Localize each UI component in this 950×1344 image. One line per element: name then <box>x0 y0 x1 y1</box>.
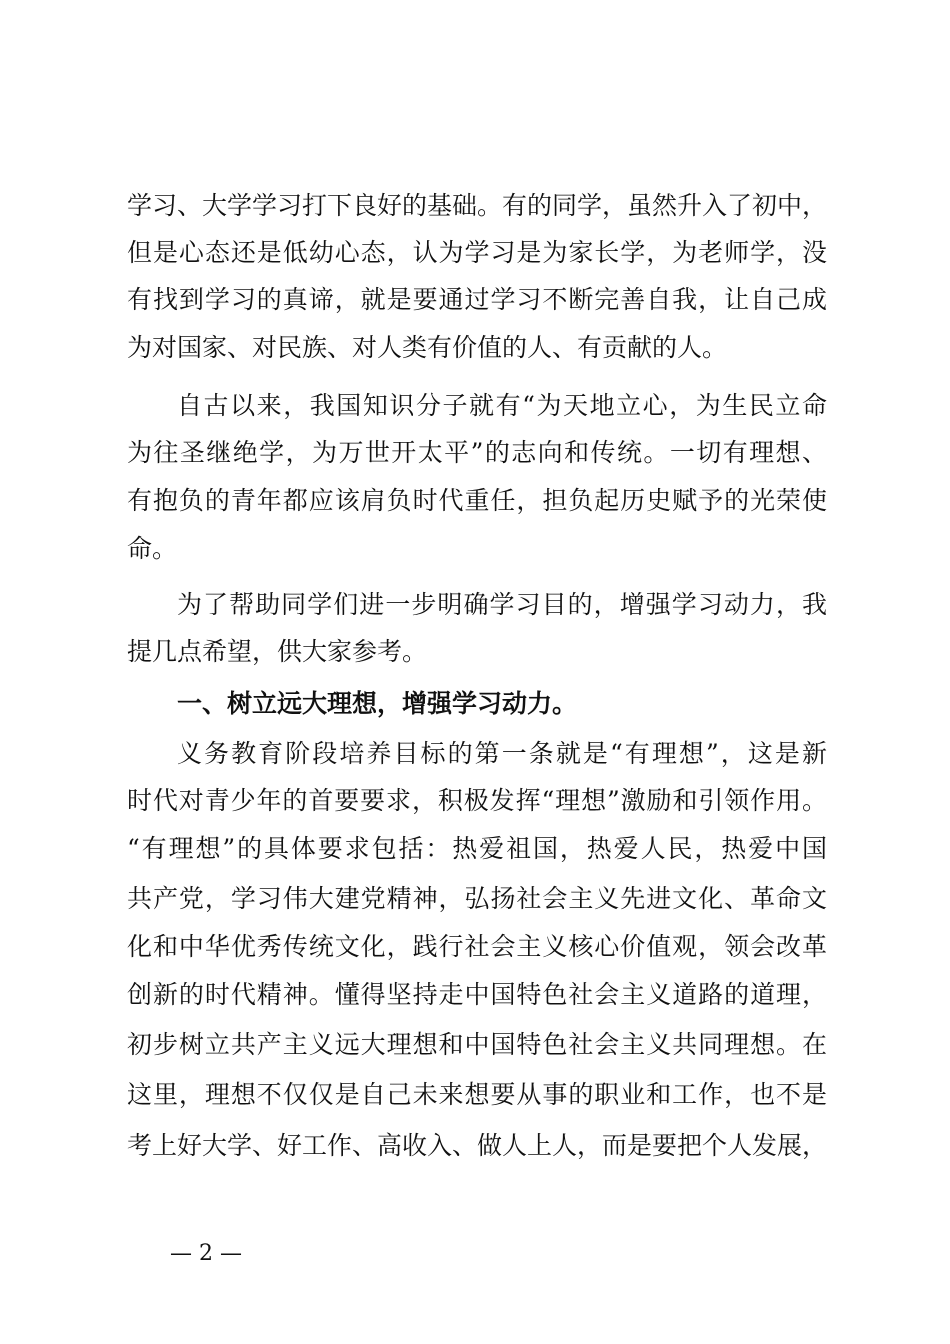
body-text-line: 初步树立共产主义远大理想和中国特色社会主义共同理想。在 <box>127 1030 827 1059</box>
body-text-line: 提几点希望，供大家参考。 <box>127 637 428 666</box>
body-text-line: 为往圣继绝学，为万世开太平”的志向和传统。一切有理想、 <box>127 438 827 467</box>
body-text-line: 时代对青少年的首要要求，积极发挥“理想”激励和引领作用。 <box>127 786 827 815</box>
body-text-line: 为了帮助同学们进一步明确学习目的，增强学习动力，我 <box>177 590 827 619</box>
body-text-line: 但是心态还是低幼心态，认为学习是为家长学，为老师学，没 <box>127 238 827 267</box>
body-text-line: 义务教育阶段培养目标的第一条就是“有理想”，这是新 <box>177 739 827 768</box>
body-text-line: 自古以来，我国知识分子就有“为天地立心，为生民立命 <box>177 391 827 420</box>
body-text-line: 命。 <box>127 534 178 563</box>
body-text-line: 有抱负的青年都应该肩负时代重任，担负起历史赋予的光荣使 <box>127 486 827 515</box>
body-text-line: 考上好大学、好工作、高收入、做人上人，而是要把个人发展， <box>127 1131 828 1160</box>
page-number: — 2 — <box>170 1241 242 1266</box>
section-heading: 一、树立远大理想，增强学习动力。 <box>177 689 578 718</box>
body-text-line: 这里，理想不仅仅是自己未来想要从事的职业和工作，也不是 <box>127 1080 827 1109</box>
body-text-line: “有理想”的具体要求包括：热爱祖国，热爱人民，热爱中国 <box>127 834 827 863</box>
body-text-line: 创新的时代精神。懂得坚持走中国特色社会主义道路的道理， <box>127 980 827 1009</box>
body-text-line: 为对国家、对民族、对人类有价值的人、有贡献的人。 <box>127 333 728 362</box>
body-text-line: 化和中华优秀传统文化，践行社会主义核心价值观，领会改革 <box>127 932 827 961</box>
body-text-line: 共产党，学习伟大建党精神，弘扬社会主义先进文化、革命文 <box>127 884 827 913</box>
body-text-line: 学习、大学学习打下良好的基础。有的同学，虽然升入了初中， <box>127 191 828 220</box>
body-text-line: 有找到学习的真谛，就是要通过学习不断完善自我，让自己成 <box>127 285 827 314</box>
